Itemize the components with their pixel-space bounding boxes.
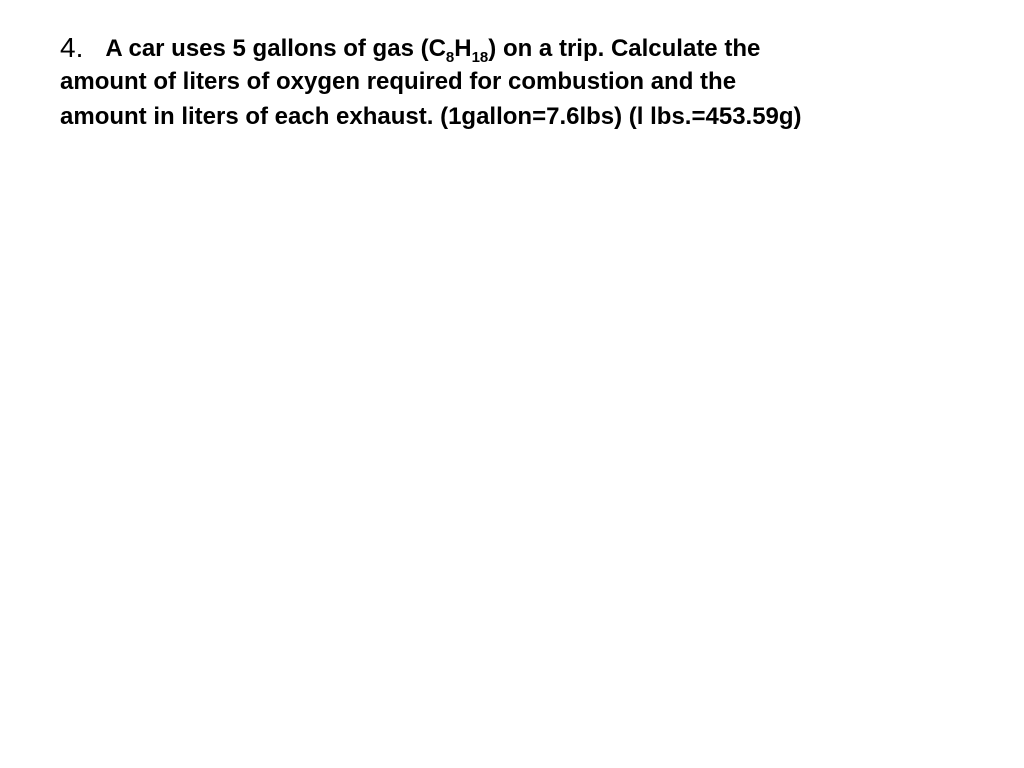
problem-text-end: ) on a trip. Calculate the <box>488 35 761 62</box>
problem-text-start: A car uses 5 gallons of gas (C <box>105 35 446 62</box>
hydrogen-symbol: H <box>454 35 472 62</box>
hydrogen-subscript: 18 <box>471 49 489 66</box>
problem-line-3: amount in liters of each exhaust. (1gallon=7.6lbs) (l lbs.=453.59g) <box>60 103 802 130</box>
problem-number: 4. <box>60 32 84 63</box>
problem-line-1 <box>60 29 1010 64</box>
problem-statement <box>60 29 1010 134</box>
problem-line-2: amount of liters of oxygen required for combustion and the <box>60 68 737 95</box>
carbon-subscript: 8 <box>445 49 455 66</box>
